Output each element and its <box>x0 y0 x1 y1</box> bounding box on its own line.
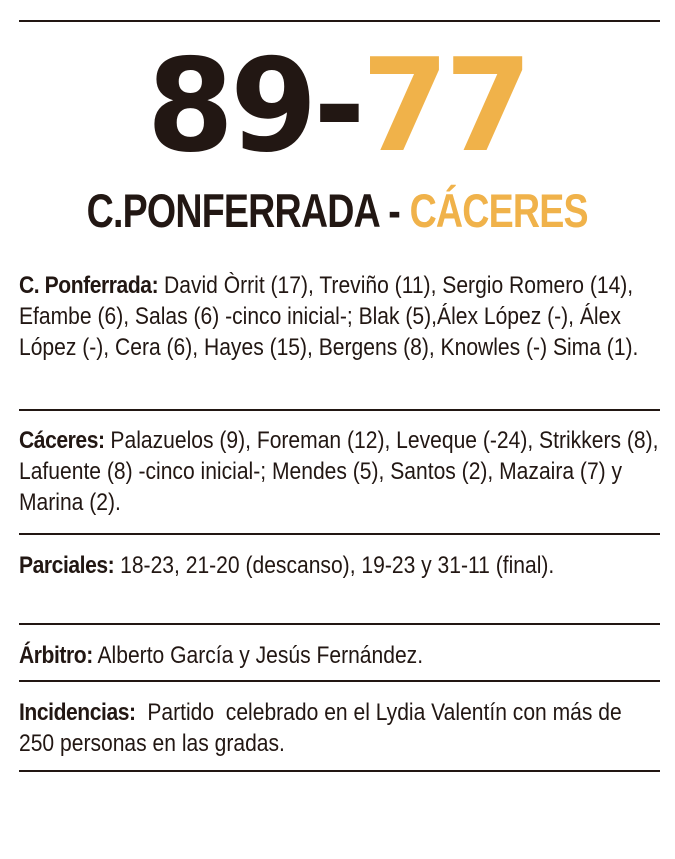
section-text: Palazuelos (9), Foreman (12), Leveque (-24), Strikkers (8), Lafuente (8) -cinco inicial-; Mendes (5), Santos (2), Mazaira (7) y Marina (2). <box>19 427 659 516</box>
section-text: Alberto García y Jesús Fernández. <box>92 642 424 669</box>
section-divider <box>19 680 660 682</box>
section-divider <box>19 409 660 411</box>
section-text: David Òrrit (17), Treviño (11), Sergio Romero (14), Efambe (6), Salas (6) -cinco inicial-; Blak (5),Álex López (-), Álex López (-), Cera (6), Hayes (15), Bergens (8), Knowles (-) Sima (1). <box>19 272 639 361</box>
section-divider <box>19 623 660 625</box>
bottom-rule <box>19 770 660 772</box>
section-label: C. Ponferrada: <box>19 272 159 299</box>
section-text: Partido celebrado en el Lydia Valentín con más de 250 personas en las gradas. <box>19 699 628 757</box>
team-separator: - <box>378 184 410 237</box>
section-incidencias <box>19 697 660 759</box>
section-label: Incidencias: <box>19 699 136 726</box>
section-divider <box>19 533 660 535</box>
section-label: Parciales: <box>19 552 115 579</box>
section-label: Cáceres: <box>19 427 105 454</box>
section-ponferrada-lineup <box>19 270 660 363</box>
teams-heading <box>0 183 675 239</box>
section-text: 18-23, 21-20 (descanso), 19-23 y 31-11 (final). <box>114 552 555 579</box>
home-team-name: C.PONFERRADA <box>86 184 379 237</box>
away-score: 77 <box>361 32 529 181</box>
section-parciales <box>19 550 660 581</box>
score-separator: - <box>313 32 362 181</box>
top-rule <box>19 20 660 22</box>
home-score: 89 <box>146 32 314 181</box>
section-caceres-lineup <box>19 425 660 518</box>
section-label: Árbitro: <box>19 642 93 669</box>
final-score <box>7 32 669 181</box>
section-arbitro <box>19 640 660 671</box>
away-team-name: CÁCERES <box>409 184 589 237</box>
